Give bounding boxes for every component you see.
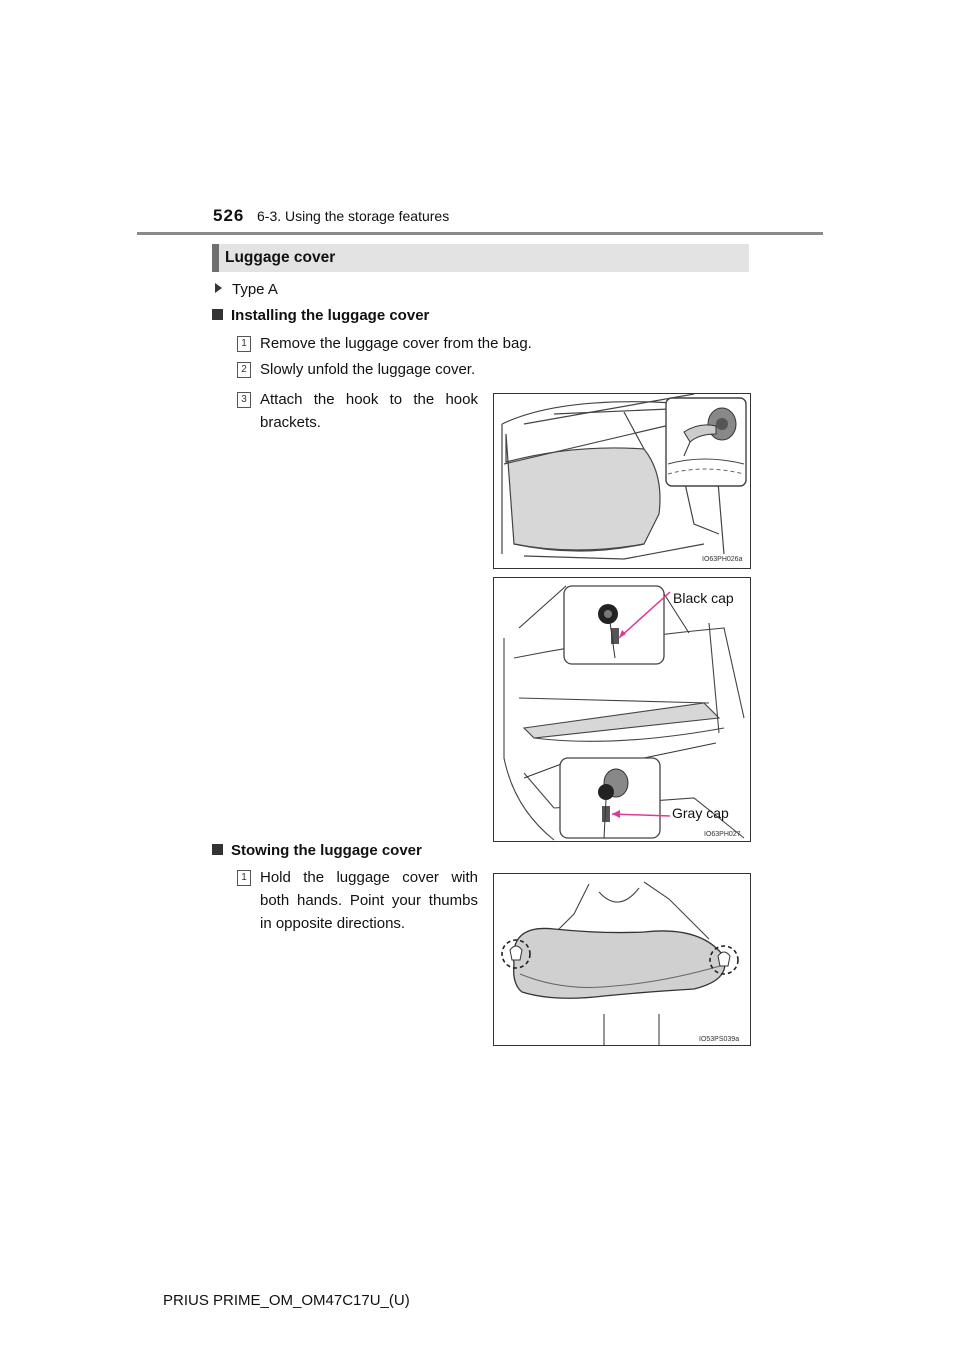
stow-step-number-1: 1	[237, 870, 251, 886]
step-number-2: 2	[237, 362, 251, 378]
footer-manual-id: PRIUS PRIME_OM_OM47C17U_(U)	[163, 1292, 410, 1309]
step-3-text: Attach the hook to the hook brackets.	[260, 391, 478, 431]
section-title-bar	[212, 244, 749, 272]
installing-heading	[212, 307, 429, 324]
section-title: Luggage cover	[225, 249, 336, 266]
step-number-1: 1	[237, 336, 251, 352]
stow-step-1-text: Hold the luggage cover with both hands. Point your thumbs in opposite directions.	[260, 869, 478, 932]
stowing-heading	[212, 842, 422, 859]
type-label	[215, 281, 278, 298]
figure-hook-bracket	[493, 393, 751, 569]
stowing-heading-text: Stowing the luggage cover	[231, 842, 422, 859]
figure-3-code: IO53PS039a	[699, 1036, 740, 1043]
triangle-bullet-icon	[215, 283, 222, 293]
step-number-3: 3	[237, 392, 251, 408]
black-cap-label: Black cap	[673, 590, 734, 606]
figure-hold-cover	[493, 873, 751, 1046]
type-label-text: Type A	[232, 281, 278, 298]
cover-caps-illustration	[494, 578, 750, 841]
gray-cap-label: Gray cap	[672, 805, 729, 821]
section-bar-marker	[212, 244, 219, 272]
page-number: 526	[213, 206, 245, 225]
square-bullet-icon	[212, 309, 223, 320]
chapter-title: 6-3. Using the storage features	[257, 208, 450, 224]
figure-1-code: IO63PH026a	[702, 556, 743, 563]
hatch-with-cover-illustration	[494, 394, 750, 568]
installing-heading-text: Installing the luggage cover	[231, 307, 430, 324]
header-rule	[137, 232, 823, 235]
figure-2-code: IO63PH027	[704, 831, 741, 838]
figure-cap-locations	[493, 577, 751, 842]
hands-holding-cover-illustration	[494, 874, 750, 1045]
step-2-text: Slowly unfold the luggage cover.	[260, 361, 476, 378]
step-1-text: Remove the luggage cover from the bag.	[260, 335, 532, 352]
square-bullet-icon	[212, 844, 223, 855]
